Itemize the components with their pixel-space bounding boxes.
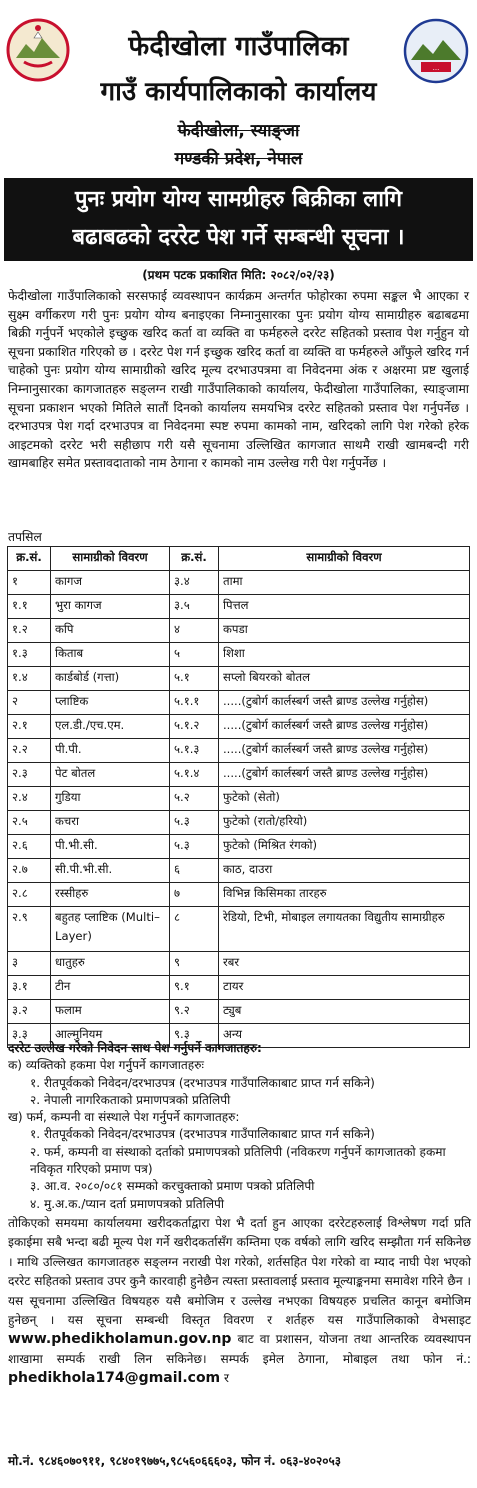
table-cell: ५.१.१ (170, 691, 219, 715)
website-link[interactable]: www.phedikholamun.gov.np (8, 1331, 232, 1348)
table-cell: ३.२ (8, 1000, 51, 1024)
table-cell: पी.भी.सी. (51, 835, 170, 859)
table-cell: ५.१ (170, 667, 219, 691)
firm-doc-item: ४. मु.अ.क./प्यान दर्ता प्रमाणपत्रको प्रतिलिपी (30, 1196, 225, 1211)
table-cell: फुटेको (मिश्रित रंगको) (219, 835, 470, 859)
table-cell: २ (8, 691, 51, 715)
table-cell: ५.३ (170, 835, 219, 859)
table-cell: अन्य (219, 1024, 470, 1048)
table-cell: ८ (170, 907, 219, 952)
table-cell: पेट बोतल (51, 763, 170, 787)
table-cell: २.९ (8, 907, 51, 952)
logo-text: ... (432, 64, 440, 72)
municipality-name: फेदीखोला गाउँपालिका (128, 31, 349, 62)
table-cell: धातुहरु (51, 952, 170, 976)
table-cell: १.१ (8, 595, 51, 619)
table-cell: २.४ (8, 787, 51, 811)
notice-title-line2: बढाबढको दररेट पेश गर्ने सम्बन्धी सूचना । (72, 225, 405, 250)
table-cell: ५ (170, 643, 219, 667)
firm-docs-title: ख) फर्म, कम्पनी वा संस्थाले पेश गर्नुपर्ने कागजातहरु: (8, 1110, 240, 1125)
table-cell: ३.३ (8, 1024, 51, 1048)
table-cell: प्लाष्टिक (51, 691, 170, 715)
table-row (8, 811, 470, 835)
table-row (8, 595, 470, 619)
table-cell: भुरा कागज (51, 595, 170, 619)
table-cell: १.४ (8, 667, 51, 691)
table-header-row (8, 547, 470, 571)
firm-doc-item: १. रीतपूर्वकको निवेदन/दरभाउपत्र (दरभाउपत्र गाउँपालिकाबाट प्राप्त गर्न सकिने) (30, 1127, 375, 1142)
table-row (8, 571, 470, 595)
table-cell: रबर (219, 952, 470, 976)
final-text-2: बाट वा प्रशासन, योजना तथा आन्तरिक व्यवस्थापन शाखामा सम्पर्क राखी लिन सकिनेछ। सम्पर्क इमेल ठेगाना, मोबाइल तथा फोन नं.: (8, 1332, 471, 1366)
table-cell: ५.२ (170, 787, 219, 811)
table-cell: २.७ (8, 859, 51, 883)
individual-doc-item: २. नेपाली नागरिकताको प्रमाणपत्रको प्रतिलिपी (30, 1092, 231, 1107)
table-row (8, 787, 470, 811)
province-country: गण्डकी प्रदेश, नेपाल (174, 149, 303, 169)
table-cell: ४ (170, 619, 219, 643)
table-row (8, 763, 470, 787)
individual-doc-item: १. रीतपूर्वकको निवेदन/दरभाउपत्र (दरभाउपत्र गाउँपालिकाबाट प्राप्त गर्न सकिने) (30, 1075, 375, 1090)
table-cell: फुटेको (रातो/हरियो) (219, 811, 470, 835)
table-row (8, 976, 470, 1000)
table-cell: ७ (170, 883, 219, 907)
table-row (8, 859, 470, 883)
table-cell: पी.पी. (51, 739, 170, 763)
individual-docs-title: क) व्यक्तिको हकमा पेश गर्नुपर्ने कागजातहरुः (8, 1058, 204, 1073)
firm-doc-item: ३. आ.व. २०८०/०८१ सम्मको करचुक्ताको प्रमाण पत्रको प्रतिलिपी (30, 1179, 315, 1194)
table-cell: सप्लो बियरको बोतल (219, 667, 470, 691)
table-cell: २.३ (8, 763, 51, 787)
table-cell: फलाम (51, 1000, 170, 1024)
contact-phones: मो.नं. ९८४६०७०९११, ९८४०१९७७५,९८५६०६६६०३, फोन नं. ०६३-४०२०५३ (8, 1454, 341, 1468)
table-cell: ९.२ (170, 1000, 219, 1024)
municipality-logo-icon (403, 18, 469, 84)
table-row (8, 883, 470, 907)
table-row (8, 835, 470, 859)
table-cell: २.६ (8, 835, 51, 859)
table-cell: ३.५ (170, 595, 219, 619)
table-row (8, 907, 470, 952)
table-row (8, 952, 470, 976)
table-cell: सी.पी.भी.सी. (51, 859, 170, 883)
table-cell: ट्युब (219, 1000, 470, 1024)
table-cell: टीन (51, 976, 170, 1000)
table-cell: आल्मुनियम (51, 1024, 170, 1048)
final-text-3: र (220, 1371, 229, 1386)
table-cell: ३.४ (170, 571, 219, 595)
table-cell: कागज (51, 571, 170, 595)
table-cell: ९ (170, 952, 219, 976)
table-cell: २.२ (8, 739, 51, 763)
table-cell: रेडियो, टिभी, मोबाइल लगायतका विद्युतीय सामाग्रीहरु (219, 907, 470, 952)
table-cell: रस्सीहरु (51, 883, 170, 907)
table-cell: ९.३ (170, 1024, 219, 1048)
table-row (8, 667, 470, 691)
table-cell: ५.१.२ (170, 715, 219, 739)
table-cell: २.८ (8, 883, 51, 907)
table-cell: तामा (219, 571, 470, 595)
table-cell: ५.१.३ (170, 739, 219, 763)
table-cell: एल.डी./एच.एम. (51, 715, 170, 739)
table-cell: २.५ (8, 811, 51, 835)
header (0, 0, 477, 168)
table-row (8, 739, 470, 763)
table-cell: कार्डबोर्ड (गत्ता) (51, 667, 170, 691)
table-cell: .....(टुबोर्ग कार्लस्बर्ग जस्तै ब्राण्ड उल्लेख गर्नुहोस) (219, 691, 470, 715)
table-cell: ३ (8, 952, 51, 976)
table-cell: टायर (219, 976, 470, 1000)
table-cell: शिशा (219, 643, 470, 667)
table-header: सामाग्रीको विवरण (51, 547, 170, 571)
table-cell: .....(टुबोर्ग कार्लस्बर्ग जस्तै ब्राण्ड उल्लेख गर्नुहोस) (219, 715, 470, 739)
table-cell: बहुतह प्लाष्टिक (Multi–Layer) (51, 907, 170, 952)
table-header: सामाग्रीको विवरण (219, 547, 470, 571)
final-text: तोकिएको समयमा कार्यालयमा खरीदकर्ताद्वारा पेश भै दर्ता हुन आएका दररेटहरुलाई विश्लेषण गर्दा प्रति इकाईमा सबै भन्दा बढी मूल्य पेश गर्ने खरीदकर्तासँग कम्तिमा एक वर्षको लागि खरिद सम्झौता गर्न सकिनेछ । माथि उल्लिखत कागजातहरु सङ्लग्न नराखी पेश गरेको, शर्तसहित पेश गरेको वा म्याद नाघी पेश भएको दररेट सहितको प्रस्ताव उपर कुनै कारवाही हुनेछैन त्यस्ता प्रस्तावलाई प्रस्ताव मूल्याङ्कनमा समावेश गरिने छैन । यस सूचनामा उल्लिखित विषयहरु यसै बमोजिम र उल्लेख नभएका विषयहरु प्रचलित कानून बमोजिम हुनेछन् । यस सूचना सम्बन्धी विस्तृत विवरण र शर्तहरु यस गाउँपालिकाको वेभसाइट (8, 1216, 471, 1328)
table-cell: कपि (51, 619, 170, 643)
table-row (8, 691, 470, 715)
table-cell: कपडा (219, 619, 470, 643)
firm-doc-item: २. फर्म, कम्पनी वा संस्थाको दर्ताको प्रमाणपत्रको प्रतिलिपी (नविकरण गर्नुपर्ने कागजातको हकमा नविकृत गरिएको प्रमाण पत्र) (30, 1144, 446, 1177)
office-name: गाउँ कार्यपालिकाको कार्यालय (100, 77, 377, 107)
table-cell: ६ (170, 859, 219, 883)
table-header: क्र.सं. (8, 547, 51, 571)
table-cell: २.१ (8, 715, 51, 739)
table-row (8, 619, 470, 643)
table-row (8, 1000, 470, 1024)
items-table (7, 546, 470, 1048)
table-row (8, 715, 470, 739)
documents-title: दररेट उल्लेख गरेको निवेदन साथ पेश गर्नुपर्ने कागजातहरु: (8, 1041, 262, 1055)
table-row (8, 643, 470, 667)
email-link[interactable]: phedikhola174@gmail.com (8, 1370, 221, 1387)
table-cell: १.२ (8, 619, 51, 643)
table-cell: फुटेको (सेतो) (219, 787, 470, 811)
table-cell: ५.१.४ (170, 763, 219, 787)
table-cell: किताब (51, 643, 170, 667)
final-paragraph (8, 1214, 471, 1389)
table-cell: ३.१ (8, 976, 51, 1000)
published-date: (प्रथम पटक प्रकाशित मिति: २०८२/०२/२३) (142, 268, 335, 282)
table-cell: १ (8, 571, 51, 595)
tapasil-label: तपसिल (8, 530, 42, 544)
items-table-body (8, 571, 470, 1048)
table-cell: गुडिया (51, 787, 170, 811)
table-cell: .....(टुबोर्ग कार्लस्बर्ग जस्तै ब्राण्ड उल्लेख गर्नुहोस) (219, 739, 470, 763)
required-documents (8, 1040, 469, 1213)
table-cell: विभिन्न किसिमका तारहरु (219, 883, 470, 907)
office-location: फेदीखोला, स्याङ्जा (177, 121, 300, 141)
table-cell: ५.३ (170, 811, 219, 835)
table-cell: कचरा (51, 811, 170, 835)
notice-body: फेदीखोला गाउँपालिकाको सरसफाई व्यवस्थापन कार्यक्रम अन्तर्गत फोहोरका रुपमा सङ्कल भै आएका र सुक्ष्म वर्गीकरण गरी पुनः प्रयोग योग्य बनाइएका निम्नानुसारका पुनः प्रयोग योग्य सामाग्रीहरु बढाबढमा बिक्री गर्नुपर्ने भएकोले इच्छुक खरिद कर्ता वा व्यक्ति वा फर्महरुले दररेट सहितको प्रस्ताव पेश गर्नुहुन यो सूचना प्रकाशित गरिएको छ । दररेट पेश गर्न इच्छुक खरिद कर्ता वा व्यक्ति वा फर्महरुले आँफुले खरिद गर्न चाहेको पुनः प्रयोग योग्य सामाग्रीको खरिद मूल्य दरभाउपत्रमा वा निवेदनमा अंक र अक्षरमा प्रष्ट खुलाई निम्नानुसारका कागजातहरु सङ्लग्न राखी गाउँपालिकाको कार्यालय, फेदीखोला गाउँपालिका, स्याङ्जामा सूचना प्रकाशन भएको मितिले सातौं दिनको कार्यालय समयभित्र दररेट सहितको प्रस्ताव पेश गर्नुपर्नेछ । दरभाउपत्र पेश गर्दा दरभाउपत्र वा निवेदनमा स्पष्ट रुपमा कामको नाम, खरिदको लागि पेश गरेको हरेक आइटमको दररेट भरी सहीछाप गरी यसै सूचनामा उल्लिखित कागजात साथमै राखी खामबन्दी गरी खामबाहिर समेत प्रस्तावदाताको नाम ठेगाना र कामको नाम उल्लेख गरी पेश गर्नुपर्नेछ । (8, 289, 469, 471)
table-cell: .....(टुबोर्ग कार्लस्बर्ग जस्तै ब्राण्ड उल्लेख गर्नुहोस) (219, 763, 470, 787)
table-cell: ९.१ (170, 976, 219, 1000)
table-header: क्र.सं. (170, 547, 219, 571)
table-cell: पित्तल (219, 595, 470, 619)
table-cell: १.३ (8, 643, 51, 667)
notice-title-banner (4, 178, 473, 261)
table-cell: काठ, दाउरा (219, 859, 470, 883)
notice-title-line1: पुनः प्रयोग योग्य सामग्रीहरु बिक्रीका लागि (74, 187, 403, 212)
